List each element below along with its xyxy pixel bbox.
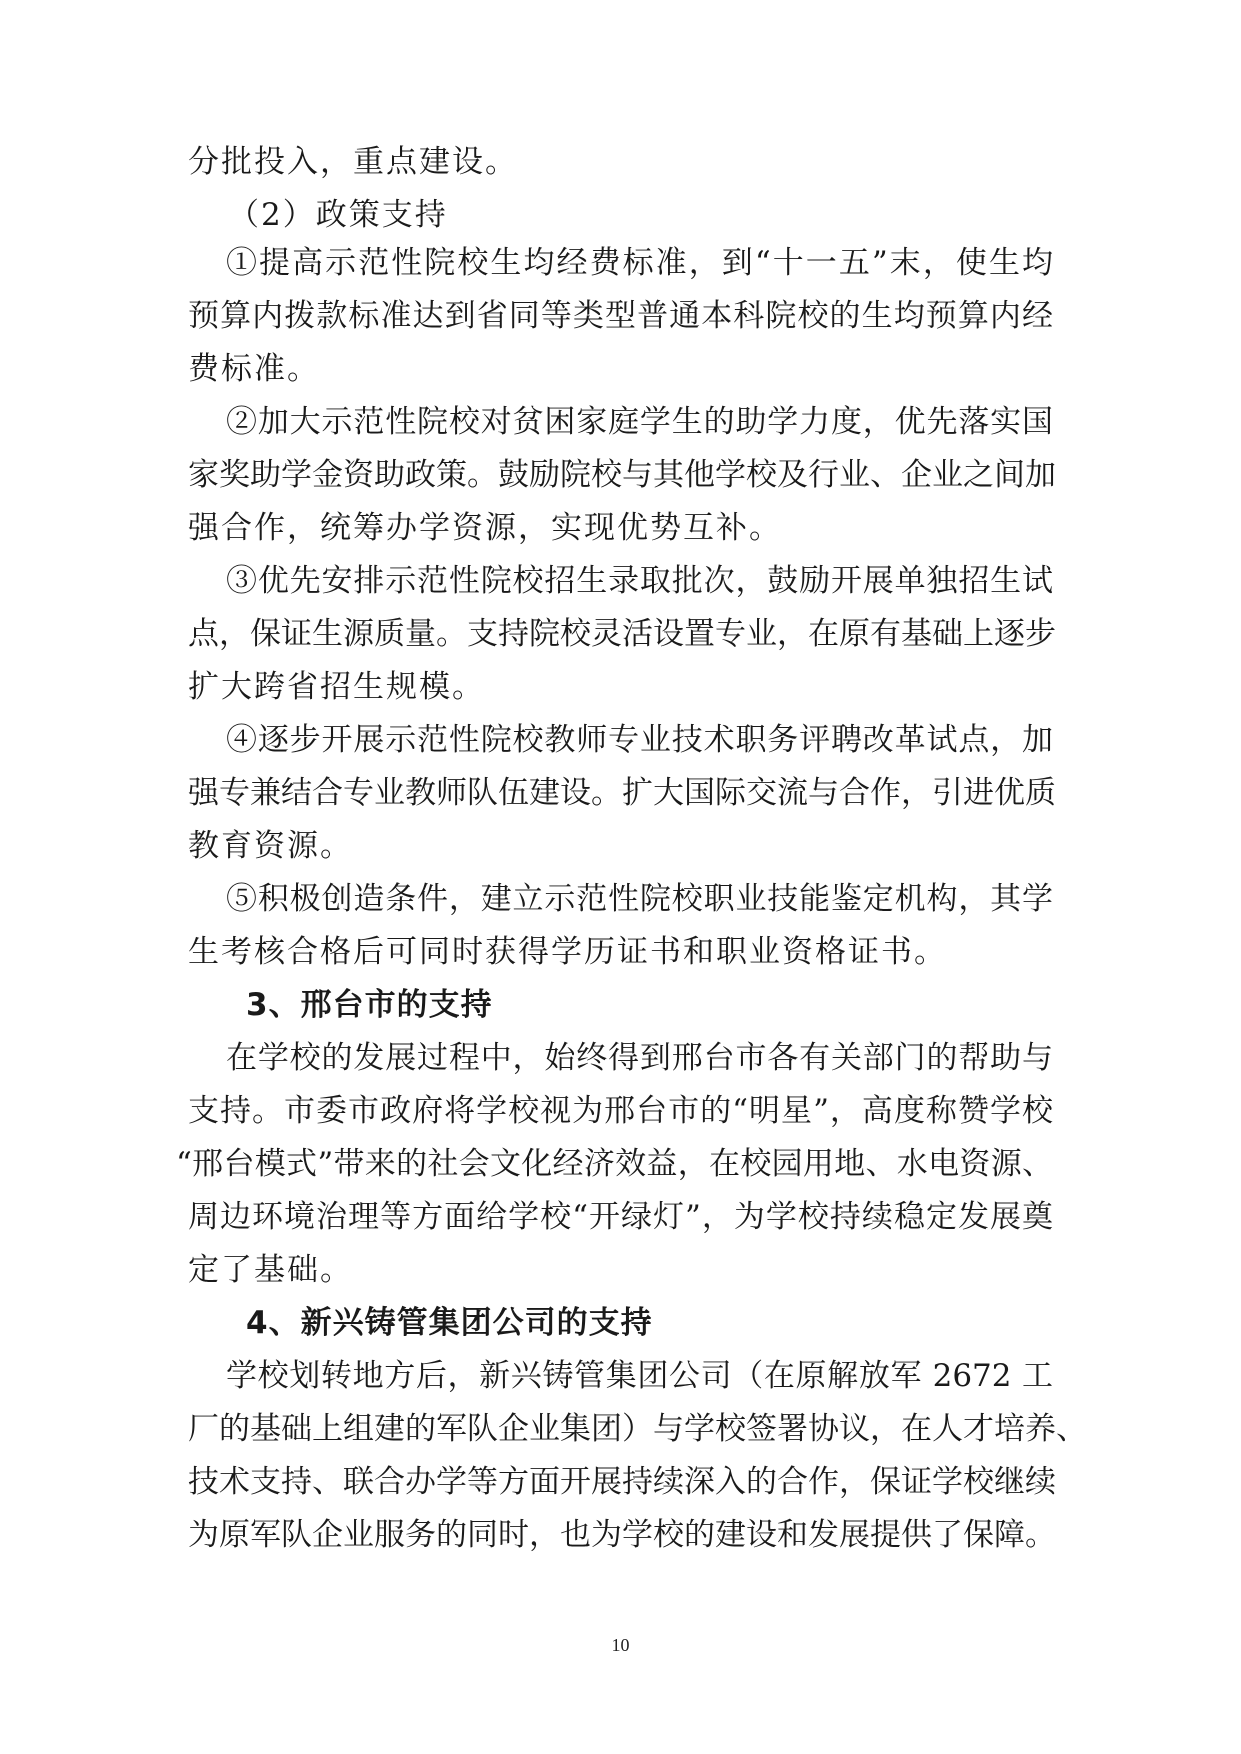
body-text-line: 预算内拨款标准达到省同等类型普通本科院校的生均预算内经	[188, 298, 1053, 334]
body-text-line: 定了基础。	[188, 1252, 353, 1288]
body-text-line: ⑤积极创造条件，建立示范性院校职业技能鉴定机构，其学	[226, 881, 1053, 917]
body-text-line: 强合作，统筹办学资源，实现优势互补。	[188, 510, 782, 546]
subheading-policy-support: （2）政策支持	[228, 197, 448, 233]
body-text-line: ①提高示范性院校生均经费标准，到“十一五”末，使生均	[226, 245, 1053, 281]
body-text-line: “邢台模式”带来的社会文化经济效益，在校园用地、水电资源、	[176, 1146, 1053, 1182]
body-text-line: 支持。市委市政府将学校视为邢台市的“明星”，高度称赞学校	[188, 1093, 1053, 1129]
body-text-line: 周边环境治理等方面给学校“开绿灯”，为学校持续稳定发展奠	[188, 1199, 1053, 1235]
body-text-line: 强专兼结合专业教师队伍建设。扩大国际交流与合作，引进优质	[188, 775, 1056, 811]
section-heading-xingtai: 3、邢台市的支持	[246, 987, 493, 1023]
body-text-line: 费标准。	[188, 351, 320, 387]
body-text-line: ②加大示范性院校对贫困家庭学生的助学力度，优先落实国	[226, 404, 1053, 440]
page-number: 10	[611, 1635, 630, 1655]
body-text-line: 技术支持、联合办学等方面开展持续深入的合作，保证学校继续	[188, 1464, 1056, 1500]
section-heading-xinxing: 4、新兴铸管集团公司的支持	[246, 1305, 653, 1341]
body-text-line: 家奖助学金资助政策。鼓励院校与其他学校及行业、企业之间加	[188, 457, 1056, 493]
body-text-line: 点，保证生源质量。支持院校灵活设置专业，在原有基础上逐步	[188, 616, 1056, 652]
body-text-line: 在学校的发展过程中，始终得到邢台市各有关部门的帮助与	[226, 1040, 1053, 1076]
body-text-line: ③优先安排示范性院校招生录取批次，鼓励开展单独招生试	[226, 563, 1053, 599]
body-text-line: 生考核合格后可同时获得学历证书和职业资格证书。	[188, 934, 947, 970]
body-text-line: 扩大跨省招生规模。	[188, 669, 485, 705]
body-text-line: 为原军队企业服务的同时，也为学校的建设和发展提供了保障。	[188, 1517, 1056, 1553]
body-text-line: ④逐步开展示范性院校教师专业技术职务评聘改革试点，加	[226, 722, 1053, 758]
body-text-line: 教育资源。	[188, 828, 353, 864]
body-text-line: 学校划转地方后，新兴铸管集团公司（在原解放军 2672 工	[226, 1358, 1053, 1394]
body-text-line: 厂的基础上组建的军队企业集团）与学校签署协议，在人才培养、	[188, 1411, 1087, 1447]
body-text-line: 分批投入，重点建设。	[188, 144, 518, 180]
